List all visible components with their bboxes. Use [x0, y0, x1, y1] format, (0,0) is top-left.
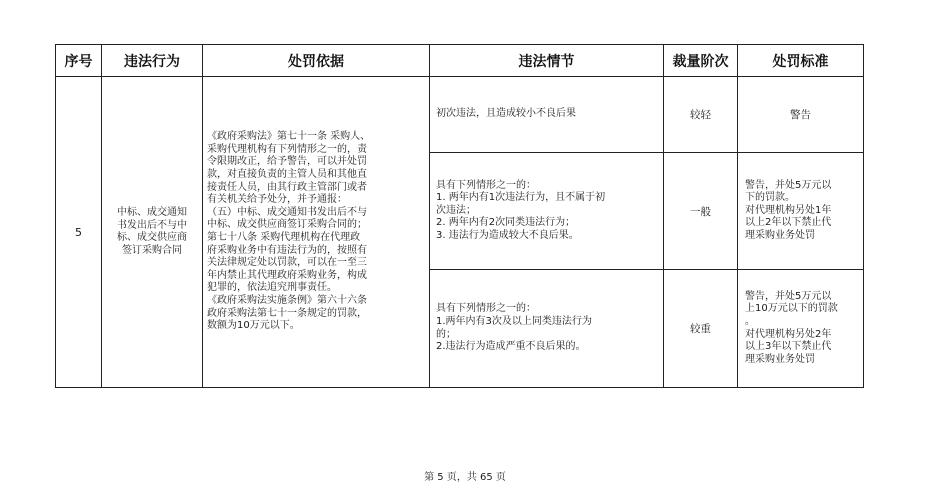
penalty-table	[55, 44, 864, 388]
header-standard: 处罚标准	[738, 45, 864, 77]
basis-line: 有关机关给予处分，并予通报：	[207, 194, 347, 206]
standard-line: 警告，并处5万元以	[745, 179, 832, 191]
header-violation: 违法行为	[102, 45, 203, 77]
basis-line: 接责任人员，由其行政主管部门或者	[207, 181, 367, 193]
basis-line: 府采购业务中有违法行为的，按照有	[207, 244, 367, 256]
standard-line: 警告	[790, 109, 811, 121]
violation-cell	[102, 77, 203, 388]
circumstance-line: 3. 违法行为造成较大不良后果。	[436, 229, 579, 241]
standard-minor	[738, 77, 864, 153]
header-circumstance: 违法情节	[430, 45, 664, 77]
standard-line: 对代理机构另处2年	[745, 328, 832, 340]
standard-line: 以上2年以下禁止代	[745, 217, 832, 229]
circumstance-severe	[430, 270, 664, 388]
header-level: 裁量阶次	[664, 45, 738, 77]
standard-severe	[738, 270, 864, 388]
basis-line: 年内禁止其代理政府采购业务，构成	[207, 269, 367, 281]
level-general: 一般	[664, 153, 738, 270]
basis-line: 采购代理机构有下列情形之一的，责	[207, 143, 367, 155]
violation-line: 书发出后不与中	[117, 219, 187, 231]
basis-line: 款，对直接负责的主管人员和其他直	[207, 169, 367, 181]
header-row	[56, 45, 864, 77]
standard-line: 警告，并处5万元以	[745, 290, 832, 302]
basis-line: 关法律规定处以罚款，可以在一至三	[207, 257, 367, 269]
standard-general	[738, 153, 864, 270]
basis-line: 第七十八条 采购代理机构在代理政	[207, 232, 361, 243]
standard-line: 上10万元以下的罚款	[745, 303, 838, 315]
circumstance-minor	[430, 77, 664, 153]
header-no: 序号	[56, 45, 102, 77]
violation-line: 中标、成交通知	[117, 207, 187, 218]
basis-cell	[203, 77, 430, 388]
basis-line: 政府采购法第七十一条规定的罚款，	[207, 307, 367, 319]
circumstance-line: 的；	[436, 328, 456, 340]
basis-line: 《政府采购法实施条例》第六十六条	[207, 294, 367, 306]
circumstance-line: 2.违法行为造成严重不良后果的。	[436, 341, 586, 353]
level-minor: 较轻	[664, 77, 738, 153]
standard-line: 理采购业务处罚	[745, 229, 815, 241]
circumstance-line: 2. 两年内有2次同类违法行为；	[436, 217, 576, 229]
basis-line: （五）中标、成交通知书发出后不与	[207, 206, 367, 218]
header-basis: 处罚依据	[203, 45, 430, 77]
circumstance-line: 具有下列情形之一的：	[436, 179, 536, 191]
violation-line: 签订采购合同	[122, 244, 182, 256]
circumstance-line: 1. 两年内有1次违法行为，且不属于初	[436, 192, 606, 204]
level-severe: 较重	[664, 270, 738, 388]
page-footer: 第 5 页，共 65 页	[424, 472, 506, 483]
standard-line: 以上3年以下禁止代	[745, 341, 832, 353]
basis-line: 令限期改正，给予警告，可以并处罚	[207, 156, 367, 168]
basis-line: 犯罪的，依法追究刑事责任。	[207, 282, 337, 294]
basis-line: 《政府采购法》第七十一条 采购人、	[207, 131, 371, 143]
standard-line: 。	[745, 315, 755, 327]
standard-line: 理采购业务处罚	[745, 353, 815, 365]
circumstance-general	[430, 153, 664, 270]
circumstance-line: 初次违法，且造成较小不良后果	[436, 108, 576, 120]
standard-line: 下的罚款。	[745, 192, 795, 204]
circumstance-line: 1.两年内有3次及以上同类违法行为	[436, 315, 592, 327]
basis-line: 数额为10万元以下。	[207, 320, 300, 332]
standard-line: 对代理机构另处1年	[745, 204, 832, 216]
table-row	[56, 77, 864, 153]
circumstance-line: 具有下列情形之一的：	[436, 303, 536, 315]
basis-line: 中标、成交供应商签订采购合同的；	[207, 219, 367, 231]
row-number: 5	[56, 77, 102, 388]
circumstance-line: 次违法；	[436, 204, 476, 216]
violation-line: 标、成交供应商	[117, 232, 187, 243]
